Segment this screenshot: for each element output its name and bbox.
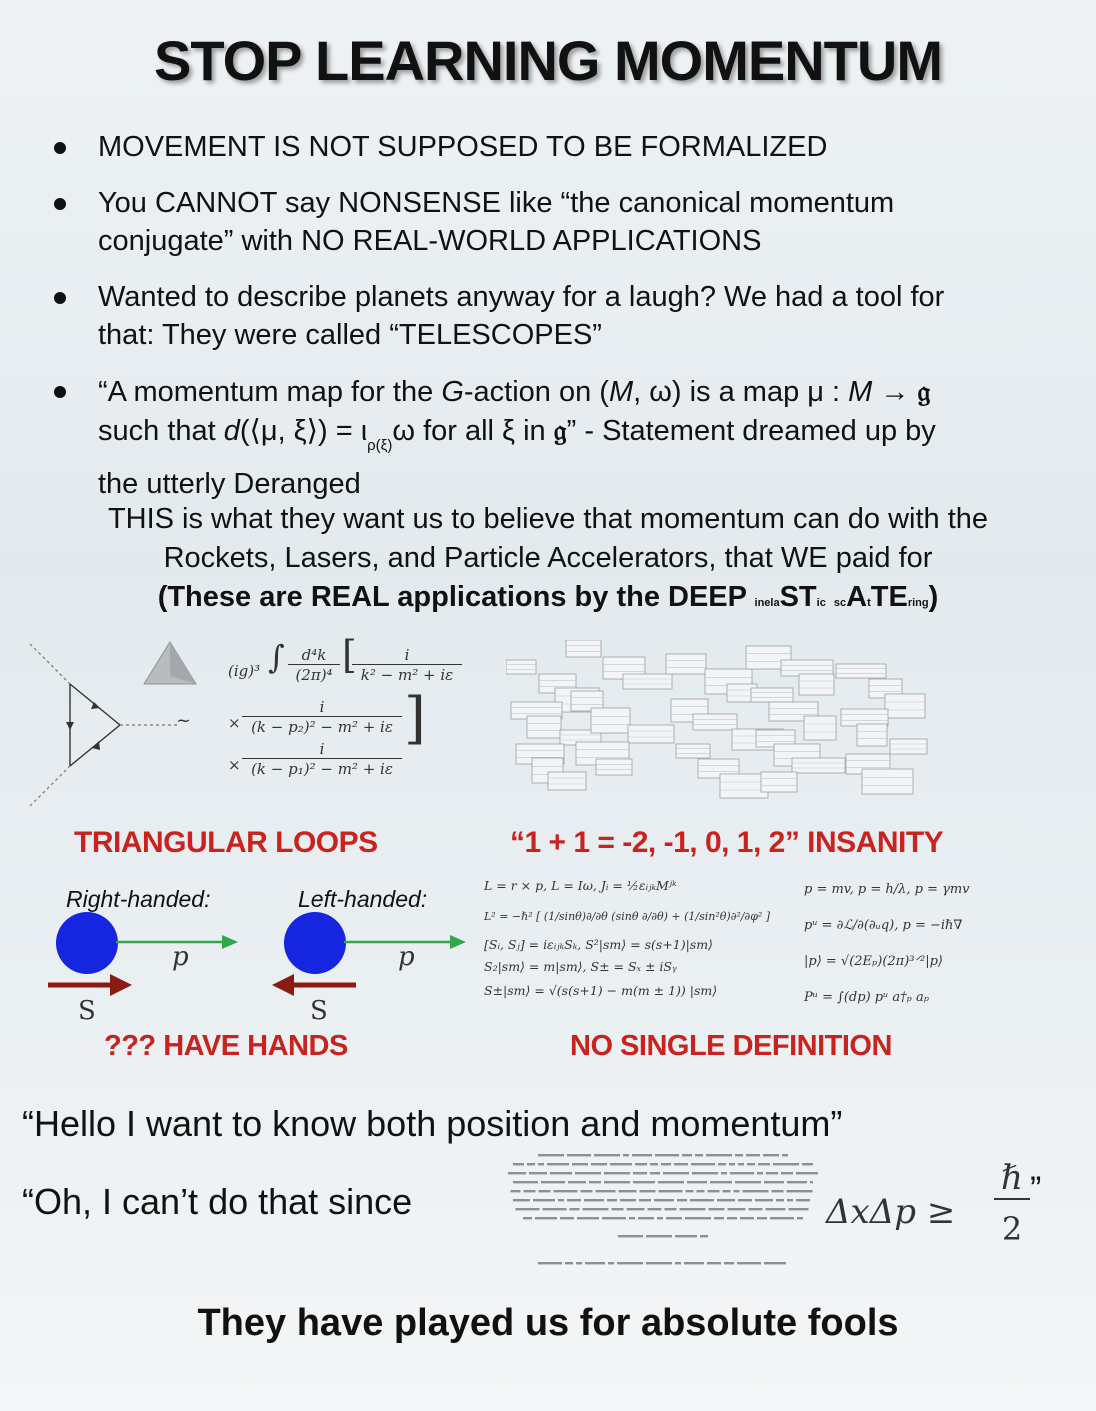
uncertainty-lhs: ΔxΔp ≥: [826, 1192, 956, 1232]
left-handed-label: Left-handed:: [298, 886, 428, 912]
text-fragment: ω for all ξ in: [392, 415, 554, 447]
text-fragment: , ω) is a map μ :: [633, 376, 849, 408]
angular-momentum-equations: [484, 872, 804, 1004]
claim-block: [0, 500, 1096, 623]
table-box: [890, 739, 927, 754]
bullet-text: MOVEMENT IS NOT SUPPOSED TO BE FORMALIZED: [98, 131, 828, 163]
momentum-label-p: p: [398, 942, 415, 972]
lie-algebra-symbol: 𝔤: [917, 374, 931, 408]
fine-print-texture: [500, 1150, 826, 1274]
times-symbol: ×: [228, 756, 241, 774]
equation: pᵘ = ∂ℒ/∂(∂ᵤq), p = −iℏ∇: [804, 918, 963, 933]
table-box: [566, 640, 601, 657]
two-denominator: 2: [1001, 1210, 1023, 1248]
particle-ball-left: [284, 912, 346, 974]
particle-ball-right: [56, 912, 118, 974]
table-box: [623, 674, 672, 689]
bullet-dot-icon: [54, 386, 66, 398]
text-fragment: (These are REAL applications by the DEEP: [157, 581, 755, 613]
text-fragment: ): [928, 581, 939, 613]
table-box: [751, 688, 793, 702]
fine-print-paragraph: [500, 1150, 826, 1279]
math-numerator: d⁴k: [288, 646, 340, 665]
text-fragment: →: [872, 376, 918, 408]
table-box: [799, 674, 834, 695]
equation: S₂|sm⟩ = m|sm⟩, S± = Sₓ ± iSᵧ: [484, 959, 677, 974]
table-box: [781, 660, 833, 676]
text-fragment: ST: [779, 581, 817, 613]
momentum-label-p: p: [172, 942, 189, 972]
equation: [Sᵢ, Sⱼ] = iεᵢⱼₖSₖ, S²|sm⟩ = s(s+1)|sm⟩: [484, 937, 713, 952]
bullet-dot-icon: [54, 198, 66, 210]
text-fragment: (⟨μ, ξ⟩) = ι: [239, 415, 368, 447]
quote-line-2: “Oh, I can’t do that since: [22, 1181, 413, 1222]
insanity-caption: “1 + 1 = -2, -1, 0, 1, 2” INSANITY: [510, 826, 944, 859]
spin-label-s: S: [310, 996, 328, 1026]
math-denominator: (k − p₁)² − m² + iε: [251, 760, 393, 778]
table-box: [841, 709, 888, 726]
math-symbol: M: [608, 376, 634, 408]
text-fragment: ic: [816, 597, 826, 609]
table-box: [761, 772, 797, 792]
equation: S±|sm⟩ = √(s(s+1) − m(m ± 1)) |sm⟩: [484, 983, 718, 998]
bullet-text-line: that: They were called “TELESCOPES”: [98, 319, 602, 351]
table-box: [527, 716, 561, 738]
table-box: [548, 772, 586, 790]
math-numerator: i: [352, 646, 462, 665]
bullet-list: [50, 128, 1070, 521]
bullet-text-line: Wanted to describe planets anyway for a laugh? We had a tool for: [98, 281, 945, 313]
math-denominator: (k − p₂)² − m² + iε: [251, 718, 393, 736]
integral-sign: ∫: [268, 638, 285, 676]
tilde-symbol: ~: [176, 710, 192, 731]
bullet-item: [50, 372, 1070, 503]
bullet-dot-icon: [54, 142, 66, 154]
text-fragment: A: [846, 581, 868, 613]
lie-algebra-symbol: 𝔤: [553, 413, 567, 447]
table-box: [676, 744, 710, 758]
representation-tables-image: [506, 640, 1006, 815]
claim-line-bold: [0, 578, 1096, 623]
bullet-dot-icon: [54, 292, 66, 304]
pyramid-icon: [140, 640, 198, 690]
math-symbol: M: [848, 376, 873, 408]
table-box: [506, 660, 536, 674]
math-symbol: G: [441, 376, 464, 408]
claim-line: Rockets, Lasers, and Particle Accelerators, that WE paid for: [163, 542, 933, 574]
equation: Pᵘ = ∫(dp) pᵘ a†ₚ aₚ: [804, 990, 929, 1005]
table-box: [792, 758, 845, 773]
text-fragment: -action on (: [463, 376, 609, 408]
bullet-item: [50, 184, 1070, 260]
bullet-text-line: You CANNOT say NONSENSE like “the canonical momentum: [98, 187, 895, 219]
math-prefix: (ig)³: [228, 662, 261, 680]
triangular-loops-caption: TRIANGULAR LOOPS: [74, 826, 378, 859]
quote-line-1: “Hello I want to know both position and momentum”: [22, 1103, 843, 1144]
text-fragment: such that: [98, 415, 224, 447]
bullet-text-line: conjugate” with NO REAL-WORLD APPLICATIONS: [98, 225, 762, 257]
table-box: [885, 694, 925, 718]
page-title: STOP LEARNING MOMENTUM: [154, 29, 942, 92]
times-symbol: ×: [228, 714, 241, 732]
table-box: [804, 716, 836, 740]
equation: p = mv, p = h/λ, p = γmv: [804, 882, 970, 897]
table-box: [862, 769, 913, 794]
math-numerator: i: [242, 698, 402, 717]
table-box: [693, 714, 737, 730]
table-box: [666, 654, 706, 674]
spin-arrow-icon: [48, 972, 134, 998]
table-box: [596, 759, 632, 775]
text-fragment: t: [867, 597, 871, 609]
text-fragment: TE: [870, 581, 908, 613]
equation: L² = −ℏ² [ (1/sinθ)∂/∂θ (sinθ ∂/∂θ) + (1/sin²θ)∂²/∂φ² ]: [484, 910, 771, 923]
bullet-text-line: [98, 411, 1070, 465]
table-box: [836, 664, 886, 678]
right-handed-label: Right-handed:: [66, 886, 211, 912]
math-denominator: k² − m² + iε: [360, 666, 454, 684]
table-box: [591, 708, 630, 733]
equation: L = r × p, L = Iω, Jᵢ = ½εᵢⱼₖMʲᵏ: [484, 878, 677, 893]
spin-arrow-icon: [270, 972, 356, 998]
no-single-definition-caption: NO SINGLE DEFINITION: [570, 1030, 892, 1062]
spin-label-s: S: [78, 996, 96, 1026]
math-symbol: d: [223, 415, 240, 447]
equation: |p⟩ = √(2Eₚ)(2π)³ᐟ²|p⟩: [804, 954, 943, 969]
text-fragment: sc: [833, 597, 847, 609]
text-fragment: inela: [754, 597, 780, 609]
hbar-numerator: ℏ: [994, 1158, 1030, 1200]
table-box: [628, 725, 674, 743]
text-fragment: ring: [907, 597, 929, 609]
text-fragment: ” - Statement dreamed up by: [566, 415, 936, 447]
table-box: [857, 724, 887, 746]
text-fragment: “A momentum map for the: [98, 376, 442, 408]
bullet-text-line: the utterly Deranged: [98, 468, 361, 500]
linear-momentum-equations: [804, 872, 1064, 1016]
bullet-item: [50, 128, 1070, 166]
have-hands-caption: ??? HAVE HANDS: [104, 1030, 348, 1062]
math-denominator: (2π)⁴: [295, 666, 333, 684]
footer-text: They have played us for absolute fools: [197, 1302, 899, 1344]
subscript: ρ(ξ): [367, 437, 393, 454]
claim-line: THIS is what they want us to believe that momentum can do with the: [107, 503, 989, 535]
closing-quote: ”: [1030, 1170, 1042, 1208]
loop-integral-formula: (ig)³ ∫ d⁴k (2π)⁴ [ i k² − m² + iε × i (k − p₂)² − m² + iε × i (k − p₁)² − m² + iε ]: [228, 646, 478, 786]
bullet-text-line: [98, 372, 1070, 411]
math-numerator: i: [242, 740, 402, 759]
bullet-item: [50, 278, 1070, 354]
